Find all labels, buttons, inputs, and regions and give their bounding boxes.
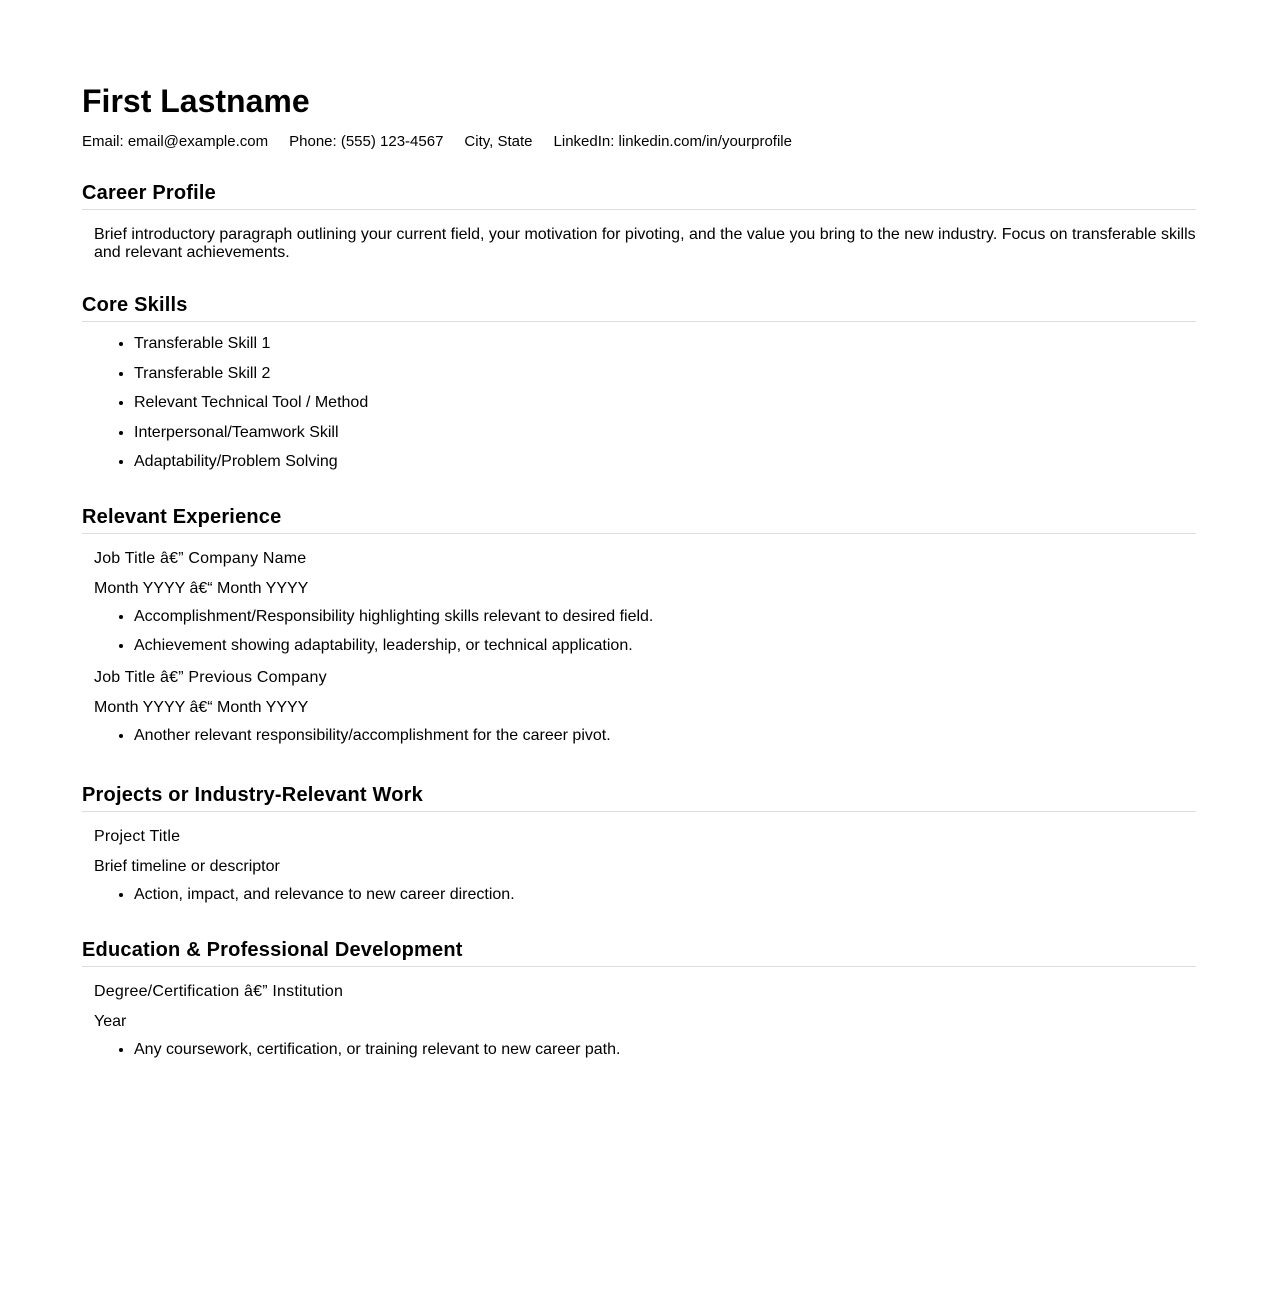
skill-item: • Adaptability/Problem Solving [134,453,1196,471]
degree-year: Year [94,1013,127,1030]
project-entry [82,828,1196,904]
experience-entry [82,669,1196,745]
projects-section [82,783,1196,915]
education-section [82,938,1196,1070]
skill-item: • Transferable Skill 1 [134,335,1196,353]
job-dates: Month YYYY â€“ Month YYYY [94,699,309,716]
contact-email: Email: email@example.com [82,133,269,150]
job-title: Job Title â€” Previous Company [94,669,327,686]
degree-title: Degree/Certification â€” Institution [94,983,344,1000]
career-profile-section [82,181,1196,262]
skill-item: • Transferable Skill 2 [134,365,1196,383]
contact-info [82,133,813,151]
section-heading: Education & Professional Development [82,938,1196,967]
contact-linkedin: LinkedIn: linkedin.com/in/yourprofile [553,133,792,150]
project-descriptor: Brief timeline or descriptor [94,858,280,875]
job-bullet: • Achievement showing adaptability, leadership, or technical application. [134,637,1196,655]
contact-location: City, State [464,133,533,150]
experience-section [82,505,1196,756]
education-bullets [82,1041,1196,1059]
project-bullets [82,886,1196,904]
project-bullet: • Action, impact, and relevance to new career direction. [134,886,1196,904]
career-profile-text: Brief introductory paragraph outlining your current field, your motivation for pivoting, and the value you bring to the new industry. Focus on transferable skills and relevant achievements. [94,226,1196,261]
candidate-name: First Lastname [82,83,310,119]
core-skills-section [82,293,1196,483]
project-title: Project Title [94,828,181,845]
skills-list [82,335,1196,471]
education-bullet: • Any coursework, certification, or training relevant to new career path. [134,1041,1196,1059]
section-heading: Core Skills [82,293,1196,322]
job-bullet: • Another relevant responsibility/accomplishment for the career pivot. [134,727,1196,745]
job-dates: Month YYYY â€“ Month YYYY [94,580,309,597]
skill-item: • Relevant Technical Tool / Method [134,394,1196,412]
job-bullets [82,727,1196,745]
education-entry [82,983,1196,1059]
section-heading: Career Profile [82,181,1196,210]
job-bullets [82,608,1196,655]
section-heading: Relevant Experience [82,505,1196,534]
skill-item: • Interpersonal/Teamwork Skill [134,424,1196,442]
job-title: Job Title â€” Company Name [94,550,307,567]
job-bullet: • Accomplishment/Responsibility highlighting skills relevant to desired field. [134,608,1196,626]
experience-entry [82,550,1196,655]
contact-phone: Phone: (555) 123-4567 [289,133,444,150]
section-heading: Projects or Industry-Relevant Work [82,783,1196,812]
